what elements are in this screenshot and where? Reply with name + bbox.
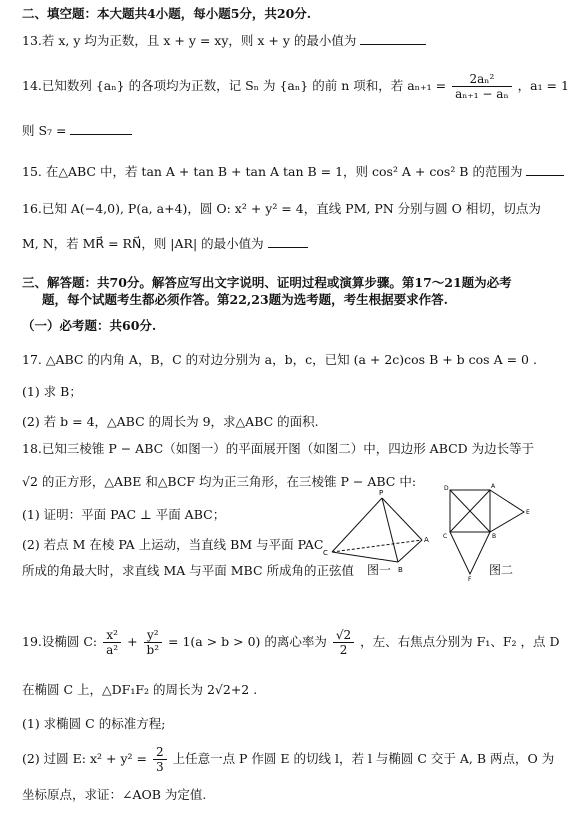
figure-1-caption: 图一 <box>367 563 392 577</box>
question-16-line1: 16.已知 A(−4,0), P(a, a+4)，圆 O: x² + y² = 4，直线 PM, PN 分别与圆 O 相切，切点为 <box>22 201 541 216</box>
question-18-part2: (2) 若点 M 在棱 PA 上运动，当直线 BM 与平面 PAC <box>22 537 324 552</box>
answer-blank-14 <box>70 134 132 135</box>
fig2-label-F: F <box>468 576 472 583</box>
fraction-14-numerator: 2aₙ² <box>452 72 512 87</box>
fraction-x2-numerator: x² <box>103 628 121 643</box>
question-13 <box>22 33 426 49</box>
section-answer-heading: 三、解答题：共70分。解答应写出文字说明、证明过程或演算步骤。第17～21题为必考 <box>22 275 512 290</box>
question-19-part2-rest: 上任意一点 P 作圆 E 的切线 l，若 l 与椭圆 C 交于 A, B 两点，O 为 <box>172 751 555 766</box>
fig1-label-A: A <box>424 536 429 544</box>
question-19-condition: = 1(a > b > 0) 的离心率为 <box>168 634 327 649</box>
section-required-subheading: （一）必考题：共60分. <box>22 318 157 333</box>
question-18-line1: 18.已知三棱锥 P − ABC（如图一）的平面展开图（如图二）中，四边形 ABCD 为边长等于 <box>22 441 535 456</box>
fraction-y2-b2 <box>144 628 163 657</box>
question-15-text: 15. 在△ABC 中，若 tan A + tan B + tan A tan B = 1，则 cos² A + cos² B 的范围为 <box>22 164 523 179</box>
question-17: 17. △ABC 的内角 A，B，C 的对边分别为 a，b，c，已知 (a + 2c)cos B + b cos A = 0 . <box>22 352 537 367</box>
fig2-label-A: A <box>491 483 496 490</box>
answer-blank-15 <box>526 175 564 176</box>
question-19-text: 19.设椭圆 C: <box>22 634 98 649</box>
fraction-14-denominator: aₙ₊₁ − aₙ <box>455 87 509 101</box>
question-19-line2: 在椭圆 C 上，△DF₁F₂ 的周长为 2√2+2 . <box>22 682 258 697</box>
question-15 <box>22 164 564 180</box>
question-14-line2 <box>22 123 132 139</box>
question-13-text: 13.若 x, y 均为正数，且 x + y = xy，则 x + y 的最小值为 <box>22 33 357 48</box>
plus-sign: + <box>127 634 138 649</box>
answer-blank-16 <box>268 247 308 248</box>
question-14-text: 14.已知数列 {aₙ} 的各项均为正数，记 Sₙ 为 {aₙ} 的前 n 项和，若 aₙ₊₁ = <box>22 78 447 93</box>
section-answer-heading-line2: 题，每个试题考生都必须作答。第22,23题为选考题，考生根据要求作答. <box>42 292 448 307</box>
section-fill-blank-heading: 二、填空题：本大题共4小题，每小题5分，共20分. <box>22 6 312 21</box>
fig1-label-P: P <box>379 489 384 497</box>
fig2-label-E: E <box>526 509 530 516</box>
fraction-a2-denominator: a² <box>106 643 119 657</box>
fraction-eccentricity-numerator: √2 <box>333 628 354 643</box>
question-19-foci: ，左、右焦点分别为 F₁、F₂ ，点 D <box>360 634 560 649</box>
question-16-line2 <box>22 236 308 252</box>
fraction-x2-a2 <box>103 628 121 657</box>
fraction-14 <box>452 72 512 101</box>
fraction-eccentricity <box>333 628 354 657</box>
question-14 <box>22 72 569 101</box>
question-14-condition: ，a₁ = 1 <box>517 78 569 93</box>
answer-blank-13 <box>360 44 426 45</box>
fraction-eccentricity-denominator: 2 <box>339 643 348 657</box>
fig1-label-B: B <box>398 566 403 574</box>
fraction-b2-denominator: b² <box>146 643 160 657</box>
question-18-line2: √2 的正方形，△ABE 和△BCF 均为正三角形，在三棱锥 P − ABC 中: <box>22 474 417 489</box>
question-19-part1: (1) 求椭圆 C 的标准方程; <box>22 716 166 731</box>
question-19-part2-text: (2) 过圆 E: x² + y² = <box>22 751 147 766</box>
question-14-s7: 则 S₇ = <box>22 123 67 138</box>
question-19-line1 <box>22 628 559 657</box>
question-18-part1: (1) 证明：平面 PAC ⊥ 平面 ABC； <box>22 507 226 522</box>
fig1-label-C: C <box>323 549 328 557</box>
question-17-part2: (2) 若 b = 4，△ABC 的周长为 9，求△ABC 的面积. <box>22 414 319 429</box>
question-19-conclusion: 坐标原点，求证：∠AOB 为定值. <box>22 787 207 802</box>
fraction-two-thirds-denominator: 3 <box>155 760 164 774</box>
fig2-label-B: B <box>492 533 497 540</box>
fig2-label-C: C <box>443 533 448 540</box>
fraction-two-thirds-numerator: 2 <box>153 745 167 760</box>
fraction-y2-numerator: y² <box>144 628 163 643</box>
fig2-label-D: D <box>444 485 449 492</box>
fraction-two-thirds <box>153 745 167 774</box>
question-19-part2 <box>22 745 554 774</box>
question-16-text: M, N，若 MR⃗ = RN⃗，则 |AR| 的最小值为 <box>22 236 264 251</box>
figure-2-net <box>440 480 536 582</box>
question-17-part1: (1) 求 B； <box>22 384 82 399</box>
question-18-part2-cont: 所成的角最大时，求直线 MA 与平面 MBC 所成角的正弦值 <box>22 563 355 578</box>
figure-2-caption: 图二 <box>489 563 514 577</box>
